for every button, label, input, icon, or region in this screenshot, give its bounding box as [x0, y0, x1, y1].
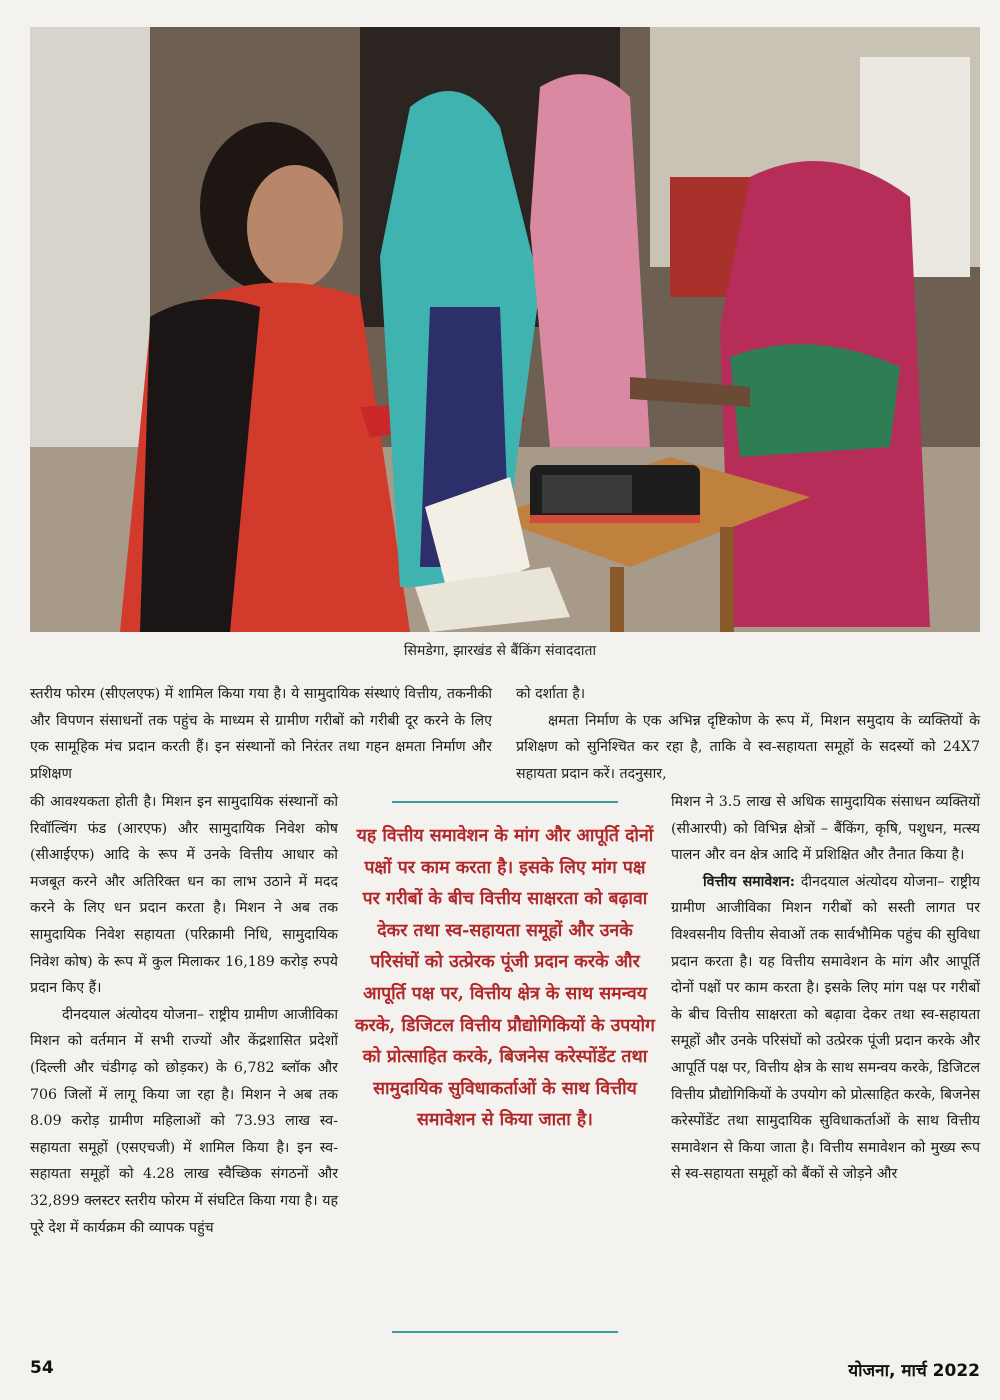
photo-caption: सिमडेगा, झारखंड से बैंकिंग संवाददाता [403, 643, 597, 659]
left-column-bottom [30, 789, 338, 1241]
paragraph: मिशन ने 3.5 लाख से अधिक सामुदायिक संसाधन व्यक्तियों (सीआरपी) को विभिन्न क्षेत्रों – बैंकिंग, कृषि, पशुधन, मत्स्य पालन और वन क्षेत्र आदि में प्रशिक्षित और तैनात किया है। [671, 794, 980, 864]
article-photo [30, 27, 980, 632]
paragraph: की आवश्यकता होती है। मिशन इन सामुदायिक संस्थानों को रिवॉल्विंग फंड (आरएफ) और सामुदायिक निवेश कोष (सीआईएफ) आदि के रूप में उनके वित्तीय आधार को मजबूत करने और अतिरिक्त धन का लाभ उठाने में मदद करने के लिए धन प्रदान करता है। मिशन ने अब तक सामुदायिक निवेश सहायता (परिक्रामी निधि, सामुदायिक निवेश कोष) के रूप में कुल मिलाकर 16,189 करोड़ रुपये प्रदान किए हैं। [30, 794, 338, 997]
photo-illustration [30, 27, 980, 632]
pullquote-bottom-rule [392, 1331, 618, 1333]
pullquote-top-rule [392, 801, 618, 803]
pullquote: यह वित्तीय समावेशन के मांग और आपूर्ति दोनों पक्षों पर काम करता है। इसके लिए मांग पक्ष पर गरीबों के बीच वित्तीय साक्षरता को बढ़ावा देकर तथा स्व-सहायता समूहों और उनके परिसंघों को उत्प्रेरक पूंजी प्रदान करके और आपूर्ति पक्ष पर, वित्तीय क्षेत्र के साथ समन्वय करके, डिजिटल वित्तीय प्रौद्योगिकियों के उपयोग को प्रोत्साहित करके, बिजनेस करेस्पोंडेंट तथा सामुदायिक सुविधाकर्ताओं के साथ वित्तीय समावेशन से किया जाता है। [355, 825, 655, 1131]
magazine-issue: योजना, मार्च 2022 [848, 1361, 980, 1381]
right-column-bottom [671, 789, 980, 1188]
page-number: 54 [30, 1358, 54, 1378]
section-heading: वित्तीय समावेशन: [703, 873, 795, 890]
paragraph: को दर्शाता है। [516, 686, 586, 702]
right-column-top [516, 681, 980, 787]
paragraph: दीनदयाल अंत्योदय योजना– राष्ट्रीय ग्रामीण आजीविका मिशन को वर्तमान में सभी राज्यों और केंद्रशासित प्रदेशों (दिल्ली और चंडीगढ़ को छोड़कर) के 6,782 ब्लॉक और 706 जिलों में लागू किया जा रहा है। मिशन ने अब तक 8.09 करोड़ ग्रामीण महिलाओं को 73.93 लाख स्व-सहायता समूहों (एसएचजी) में शामिल किया है। इन स्व-सहायता समूहों को 4.28 लाख स्वैच्छिक संगठनों और 32,899 क्लस्टर स्तरीय फोरम में संघटित किया गया है। यह पूरे देश में कार्यक्रम की व्यापक पहुंच [30, 1006, 338, 1236]
left-column-top [30, 681, 492, 787]
paragraph-body: दीनदयाल अंत्योदय योजना– राष्ट्रीय ग्रामीण आजीविका मिशन गरीबों को सस्ती लागत पर विश्वसनीय वित्तीय सेवाओं तक सार्वभौमिक पहुंच की सुविधा प्रदान करता है। यह वित्तीय समावेशन के मांग और आपूर्ति दोनों पक्षों पर काम करता है। इसके लिए मांग पक्ष पर गरीबों के बीच वित्तीय साक्षरता को बढ़ावा देकर तथा स्व-सहायता समूहों और उनके परिसंघों को उत्प्रेरक पूंजी प्रदान करके और आपूर्ति पक्ष पर, वित्तीय क्षेत्र के साथ समन्वय करके, डिजिटल वित्तीय प्रौद्योगिकियों के उपयोग को प्रोत्साहित करके, बिजनेस करेस्पोंडेंट तथा सामुदायिक सुविधाकर्ताओं के साथ वित्तीय समावेशन से किया जाता है। वित्तीय समावेशन को मुख्य रूप से स्व-सहायता समूहों को बैंकों से जोड़ने और [671, 873, 980, 1183]
paragraph: स्तरीय फोरम (सीएलएफ) में शामिल किया गया है। ये सामुदायिक संस्थाएं वित्तीय, तकनीकी और विपणन संसाधनों तक पहुंच के माध्यम से ग्रामीण गरीबों को गरीबी दूर करने के लिए एक सामूहिक मंच प्रदान करती हैं। इन संस्थानों को निरंतर तथा गहन क्षमता निर्माण और प्रशिक्षण [30, 686, 492, 782]
paragraph: क्षमता निर्माण के एक अभिन्न दृष्टिकोण के रूप में, मिशन समुदाय के व्यक्तियों के प्रशिक्षण को सुनिश्चित कर रहा है, ताकि वे स्व-सहायता समूहों के सदस्यों को 24X7 सहायता प्रदान करें। तदनुसार, [516, 712, 980, 782]
paragraph-financial-inclusion [671, 869, 980, 1188]
